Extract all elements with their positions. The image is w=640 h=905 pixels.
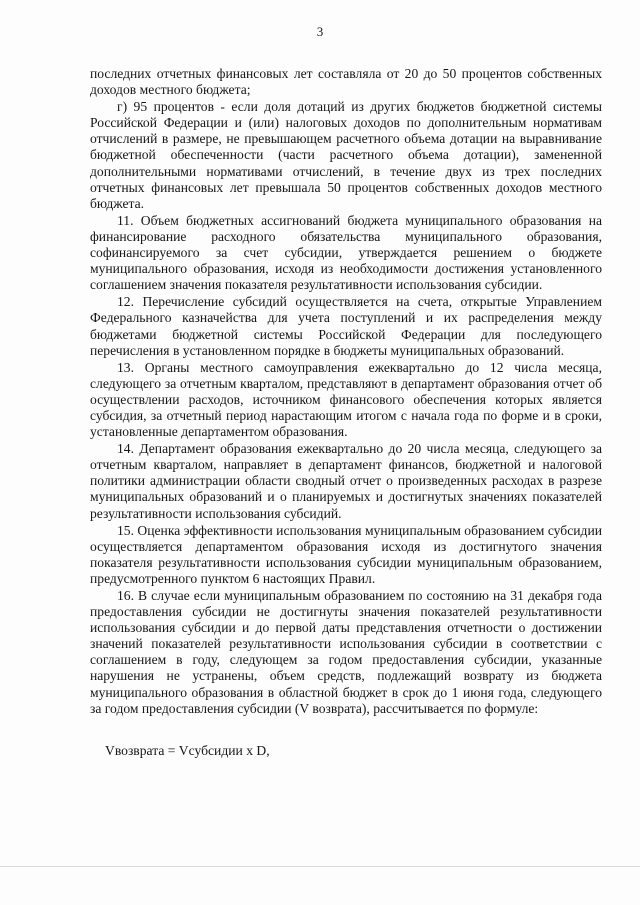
paragraph-14: 14. Департамент образования ежеквартально до 20 числа месяца, следующего за отчетным кварталом, направляет в департамент финансов, бюджетной и налоговой политики администрации области сводный отчет о произведенных расходах в разрезе муниципальных образований и о планируемых и достигнутых значениях показателей результативности использования субсидий. — [90, 441, 602, 521]
paragraph-11: 11. Объем бюджетных ассигнований бюджета муниципального образования на финансирование расходного обязательства муниципального образования, софинансируемого за счет субсидии, утверждается решением о бюджете муниципального образования, исходя из необходимости достижения установленного соглашением значения показателя результативности использования субсидии. — [90, 212, 602, 293]
paragraph-item-g: г) 95 процентов - если доля дотаций из других бюджетов бюджетной системы Российской Федерации и (или) налоговых доходов по дополнительным нормативам отчислений в размере, не превышающем расчетного объема дотации на выравнивание бюджетной обеспеченности (части расчетного объема дотации), замененной дополнительными нормативами отчислений, в течение двух из трех последних отчетных финансовых лет превышала 50 процентов собственных доходов местного бюджета. — [90, 99, 602, 211]
formula: Vвозврата = Vсубсидии x D, — [105, 742, 270, 758]
document-body — [90, 66, 602, 760]
page-number: 3 — [316, 24, 324, 39]
scan-edge-line — [0, 866, 640, 867]
paragraph-13: 13. Органы местного самоуправления ежеквартально до 12 числа месяца, следующего за отчетным кварталом, представляют в департамент образования отчет об осуществлении расходов, источником финансового обеспечения которых является субсидия, за отчетный период нарастающим итогом с начала года по форме и в сроки, установленные департаментом образования. — [90, 359, 602, 440]
paragraph-16: 16. В случае если муниципальным образованием по состоянию на 31 декабря года предоставления субсидии не достигнуты значения показателей результативности использования субсидии и до первой даты представления отчетности о достижении значений показателей результативности использования субсидии в соответствии с соглашением в году, следующем за годом предоставления субсидии, указанные нарушения не устранены, объем средств, подлежащий возврату из бюджета муниципального образования в областной бюджет в срок до 1 июня года, следующего за годом предоставления субсидии (V возврата), рассчитывается по формуле: — [90, 588, 602, 716]
paragraph-continuation: последних отчетных финансовых лет составляла от 20 до 50 процентов собственных доходов местного бюджета; — [90, 66, 602, 98]
paragraph-12: 12. Перечисление субсидий осуществляется на счета, открытые Управлением Федерального казначейства для учета поступлений и их распределения между бюджетами бюджетной системы Российской Федерации для последующего перечисления в установленном порядке в бюджеты муниципальных образований. — [90, 294, 602, 358]
paragraph-15: 15. Оценка эффективности использования муниципальным образованием субсидии осуществляется департаментом образования исходя из достигнутого значения показателя результативности использования субсидии муниципальным образованием, предусмотренного пунктом 6 настоящих Правил. — [90, 522, 602, 586]
